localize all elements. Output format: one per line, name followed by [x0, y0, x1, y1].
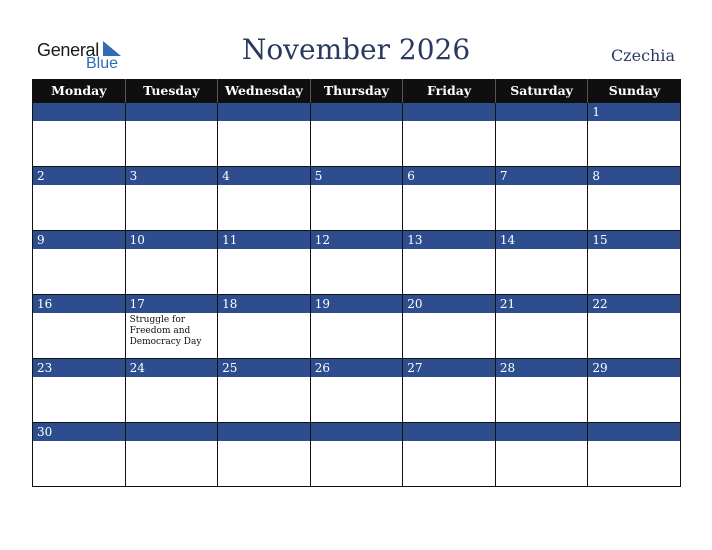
day-cell[interactable]	[218, 359, 311, 423]
day-cell[interactable]	[33, 231, 126, 295]
day-cell[interactable]	[495, 103, 588, 167]
day-number	[311, 423, 403, 441]
week-row	[33, 423, 681, 487]
day-number	[126, 103, 218, 121]
day-cell[interactable]	[125, 423, 218, 487]
day-number: 29	[588, 359, 680, 377]
day-number	[496, 103, 588, 121]
day-number: 18	[218, 295, 310, 313]
day-number: 12	[311, 231, 403, 249]
day-cell[interactable]	[125, 231, 218, 295]
day-cell[interactable]	[588, 295, 681, 359]
day-number: 16	[33, 295, 125, 313]
logo-word-general: General	[37, 40, 99, 60]
weekday-header: Saturday	[495, 79, 588, 103]
day-cell[interactable]	[125, 295, 218, 359]
day-number: 13	[403, 231, 495, 249]
day-cell[interactable]	[495, 359, 588, 423]
day-cell[interactable]	[403, 359, 496, 423]
day-cell[interactable]	[310, 295, 403, 359]
day-number	[403, 103, 495, 121]
day-number	[496, 423, 588, 441]
day-number: 9	[33, 231, 125, 249]
day-cell[interactable]	[33, 359, 126, 423]
day-number: 20	[403, 295, 495, 313]
day-cell[interactable]	[588, 167, 681, 231]
day-cell[interactable]	[495, 423, 588, 487]
day-number: 14	[496, 231, 588, 249]
weekday-header: Monday	[33, 79, 126, 103]
week-row	[33, 103, 681, 167]
day-number: 5	[311, 167, 403, 185]
weekday-header: Thursday	[310, 79, 403, 103]
day-cell[interactable]	[310, 103, 403, 167]
week-row	[33, 231, 681, 295]
day-number	[588, 423, 680, 441]
weekday-header: Tuesday	[125, 79, 218, 103]
week-row	[33, 359, 681, 423]
day-number: 27	[403, 359, 495, 377]
day-number	[218, 423, 310, 441]
day-cell[interactable]	[403, 231, 496, 295]
weekday-header-row	[33, 79, 681, 103]
day-cell[interactable]	[310, 167, 403, 231]
day-cell[interactable]	[403, 103, 496, 167]
day-number	[33, 103, 125, 121]
day-cell[interactable]	[495, 295, 588, 359]
day-cell[interactable]	[310, 231, 403, 295]
day-number	[218, 103, 310, 121]
day-cell[interactable]	[218, 167, 311, 231]
day-cell[interactable]	[403, 423, 496, 487]
holiday-label: Struggle for Freedom and Democracy Day	[129, 315, 202, 347]
day-cell[interactable]	[495, 231, 588, 295]
day-number: 25	[218, 359, 310, 377]
day-cell[interactable]	[588, 359, 681, 423]
day-number: 3	[126, 167, 218, 185]
week-row	[33, 167, 681, 231]
day-number: 26	[311, 359, 403, 377]
day-number	[126, 423, 218, 441]
day-number: 4	[218, 167, 310, 185]
day-cell[interactable]	[403, 167, 496, 231]
day-number: 22	[588, 295, 680, 313]
day-cell[interactable]	[218, 295, 311, 359]
day-cell[interactable]	[218, 231, 311, 295]
day-number: 24	[126, 359, 218, 377]
day-cell[interactable]	[588, 231, 681, 295]
calendar-grid	[32, 79, 681, 487]
day-number: 28	[496, 359, 588, 377]
day-cell[interactable]	[125, 167, 218, 231]
day-cell[interactable]	[33, 423, 126, 487]
day-number: 19	[311, 295, 403, 313]
country-label: Czechia	[610, 46, 675, 65]
day-number: 7	[496, 167, 588, 185]
day-number: 23	[33, 359, 125, 377]
day-cell[interactable]	[588, 423, 681, 487]
day-number: 10	[126, 231, 218, 249]
weekday-header: Sunday	[588, 79, 681, 103]
day-cell[interactable]	[33, 103, 126, 167]
page-title: November 2026	[241, 33, 471, 66]
weekday-header: Friday	[403, 79, 496, 103]
day-cell[interactable]	[403, 295, 496, 359]
day-cell[interactable]	[310, 359, 403, 423]
logo-word-blue: Blue	[86, 55, 119, 72]
day-cell[interactable]	[33, 167, 126, 231]
day-number: 30	[33, 423, 125, 441]
day-number: 1	[588, 103, 680, 121]
day-number: 11	[218, 231, 310, 249]
day-cell[interactable]	[495, 167, 588, 231]
calendar-body	[33, 103, 681, 487]
day-number: 17	[126, 295, 218, 313]
day-cell[interactable]	[33, 295, 126, 359]
day-cell[interactable]	[125, 359, 218, 423]
day-number: 21	[496, 295, 588, 313]
day-number: 15	[588, 231, 680, 249]
day-cell[interactable]	[218, 103, 311, 167]
day-number: 6	[403, 167, 495, 185]
day-number: 2	[33, 167, 125, 185]
day-number: 8	[588, 167, 680, 185]
day-number	[311, 103, 403, 121]
day-cell[interactable]	[310, 423, 403, 487]
day-number	[403, 423, 495, 441]
day-cell[interactable]	[125, 103, 218, 167]
week-row	[33, 295, 681, 359]
day-cell[interactable]	[218, 423, 311, 487]
weekday-header: Wednesday	[218, 79, 311, 103]
day-cell[interactable]	[588, 103, 681, 167]
